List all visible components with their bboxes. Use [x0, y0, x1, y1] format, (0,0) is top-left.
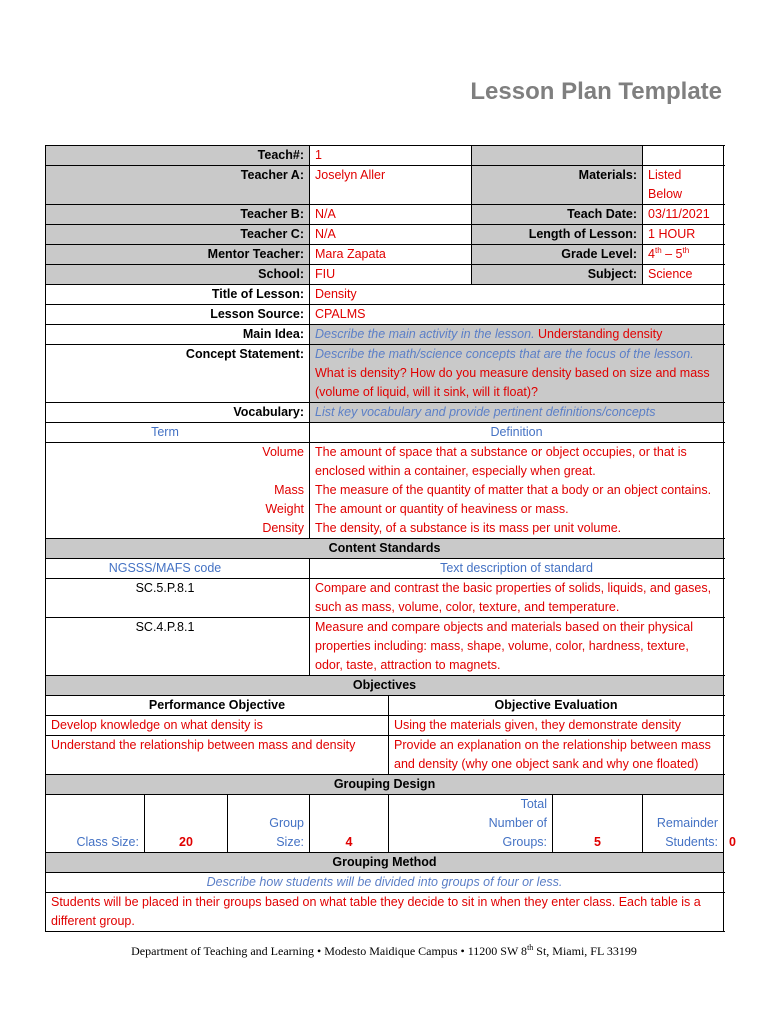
- grade-label: Grade Level:: [472, 245, 643, 265]
- objective-evaluation-header: Objective Evaluation: [389, 696, 724, 716]
- performance-objective: Understand the relationship between mass and density: [46, 736, 389, 775]
- row-standard-1: [46, 579, 724, 618]
- row-concept: [46, 345, 724, 403]
- row-standards-header: [46, 539, 724, 559]
- row-standards-col-headers: [46, 559, 724, 579]
- row-standard-2: [46, 618, 724, 676]
- row-objective-1: [46, 716, 724, 736]
- main-idea-value: Describe the main activity in the lesson. Understanding density: [310, 325, 724, 345]
- row-vocab-terms: [46, 443, 724, 539]
- materials-label: Materials:: [472, 166, 643, 205]
- row-lesson-source: [46, 305, 724, 325]
- teacher-a-label: Teacher A:: [46, 166, 310, 205]
- concept-value: Describe the math/science concepts that are the focus of the lesson. What is density? How do you measure density based on size and mass (volume of liquid, will it sink, will it float)?: [310, 345, 724, 403]
- row-teach-num: [46, 146, 724, 166]
- vocab-term: Mass: [274, 483, 304, 497]
- vocab-def: The amount or quantity of heaviness or mass.: [315, 502, 569, 516]
- vocab-def: The amount of space that a substance or object occupies, or that is enclosed within a container, especially when great.: [315, 445, 687, 478]
- total-groups-value: 5: [553, 795, 643, 853]
- vocabulary-label: Vocabulary:: [46, 403, 310, 423]
- row-mentor: [46, 245, 724, 265]
- row-school: [46, 265, 724, 285]
- teacher-a-value: Joselyn Aller: [310, 166, 472, 205]
- row-main-idea: [46, 325, 724, 345]
- row-lesson-title: [46, 285, 724, 305]
- row-vocab-headers: [46, 423, 724, 443]
- definition-header: Definition: [310, 423, 724, 443]
- lesson-title-label: Title of Lesson:: [46, 285, 310, 305]
- length-label: Length of Lesson:: [472, 225, 643, 245]
- class-size-label: Class Size:: [46, 795, 145, 853]
- vocab-def: The measure of the quantity of matter that a body or an object contains.: [315, 483, 712, 497]
- lesson-source-label: Lesson Source:: [46, 305, 310, 325]
- mentor-label: Mentor Teacher:: [46, 245, 310, 265]
- teacher-b-value: N/A: [310, 205, 472, 225]
- row-teacher-a: [46, 166, 724, 205]
- term-header: Term: [46, 423, 310, 443]
- row-teacher-b: [46, 205, 724, 225]
- row-objectives-col-headers: [46, 696, 724, 716]
- grouping-method-header: Grouping Method: [46, 853, 724, 873]
- teacher-c-label: Teacher C:: [46, 225, 310, 245]
- grouping-method-value: Students will be placed in their groups based on what table they decide to sit in when they enter class. Each table is a different group.: [46, 893, 724, 932]
- group-size-label: Group Size:: [228, 795, 310, 853]
- row-grouping-values: Class Size: 20 Group Size: 4 Total Number of Groups: 5 Remainder Students: 0: [46, 795, 724, 853]
- teach-date-value: 03/11/2021: [643, 205, 724, 225]
- subject-value: Science: [643, 265, 724, 285]
- vocab-term: Density: [262, 521, 304, 535]
- grade-value: 4th – 5th: [643, 245, 724, 265]
- row-teacher-c: [46, 225, 724, 245]
- objectives-header: Objectives: [46, 676, 724, 696]
- vocab-term: Weight: [265, 502, 304, 516]
- length-value: 1 HOUR: [643, 225, 724, 245]
- row-objectives-header: [46, 676, 724, 696]
- grouping-method-hint: Describe how students will be divided into groups of four or less.: [46, 873, 724, 893]
- row-grouping-method-header: [46, 853, 724, 873]
- group-size-value: 4: [310, 795, 389, 853]
- vocab-definitions: [310, 443, 724, 539]
- standard-desc: Compare and contrast the basic properties of solids, liquids, and gases, such as mass, volume, color, texture, and temperature.: [310, 579, 724, 618]
- vocab-def: The density, of a substance is its mass per unit volume.: [315, 521, 622, 535]
- teacher-b-label: Teacher B:: [46, 205, 310, 225]
- main-idea-label: Main Idea:: [46, 325, 310, 345]
- total-groups-label: Total Number of Groups:: [389, 795, 553, 853]
- school-label: School:: [46, 265, 310, 285]
- teach-num-label: Teach#:: [46, 146, 310, 166]
- row-grouping-method-value: [46, 893, 724, 932]
- teach-date-label: Teach Date:: [472, 205, 643, 225]
- materials-value: Listed Below: [643, 166, 724, 205]
- objective-evaluation: Provide an explanation on the relationship between mass and density (why one object sank and why one floated): [389, 736, 724, 775]
- performance-objective-header: Performance Objective: [46, 696, 389, 716]
- performance-objective: Develop knowledge on what density is: [46, 716, 389, 736]
- standard-desc: Measure and compare objects and materials based on their physical properties including: mass, shape, volume, color, hardness, texture, odor, taste, attraction to magnets.: [310, 618, 724, 676]
- lesson-plan-table: [45, 145, 736, 932]
- vocab-terms: [46, 443, 310, 539]
- lesson-title-value: Density: [310, 285, 724, 305]
- standard-code: SC.5.P.8.1: [46, 579, 310, 618]
- grouping-design-header: Grouping Design: [46, 775, 724, 795]
- row-vocabulary: [46, 403, 724, 423]
- teacher-c-value: N/A: [310, 225, 472, 245]
- row-grouping-header: [46, 775, 724, 795]
- standard-desc-header: Text description of standard: [310, 559, 724, 579]
- mentor-value: Mara Zapata: [310, 245, 472, 265]
- row-grouping-method-hint: [46, 873, 724, 893]
- subject-label: Subject:: [472, 265, 643, 285]
- row-objective-2: [46, 736, 724, 775]
- concept-label: Concept Statement:: [46, 345, 310, 403]
- lesson-source-value: CPALMS: [310, 305, 724, 325]
- standards-header: Content Standards: [46, 539, 724, 559]
- teach-num-value: 1: [310, 146, 472, 166]
- code-header: NGSSS/MAFS code: [46, 559, 310, 579]
- objective-evaluation: Using the materials given, they demonstrate density: [389, 716, 724, 736]
- footer: Department of Teaching and Learning • Modesto Maidique Campus • 11200 SW 8th St, Miami, FL 33199: [131, 943, 637, 958]
- class-size-value: 20: [145, 795, 228, 853]
- remainder-label: Remainder Students:: [643, 795, 724, 853]
- standard-code: SC.4.P.8.1: [46, 618, 310, 676]
- school-value: FIU: [310, 265, 472, 285]
- vocab-term: Volume: [262, 445, 304, 459]
- page-title: Lesson Plan Template: [470, 78, 722, 105]
- vocabulary-hint: List key vocabulary and provide pertinent definitions/concepts: [310, 403, 724, 423]
